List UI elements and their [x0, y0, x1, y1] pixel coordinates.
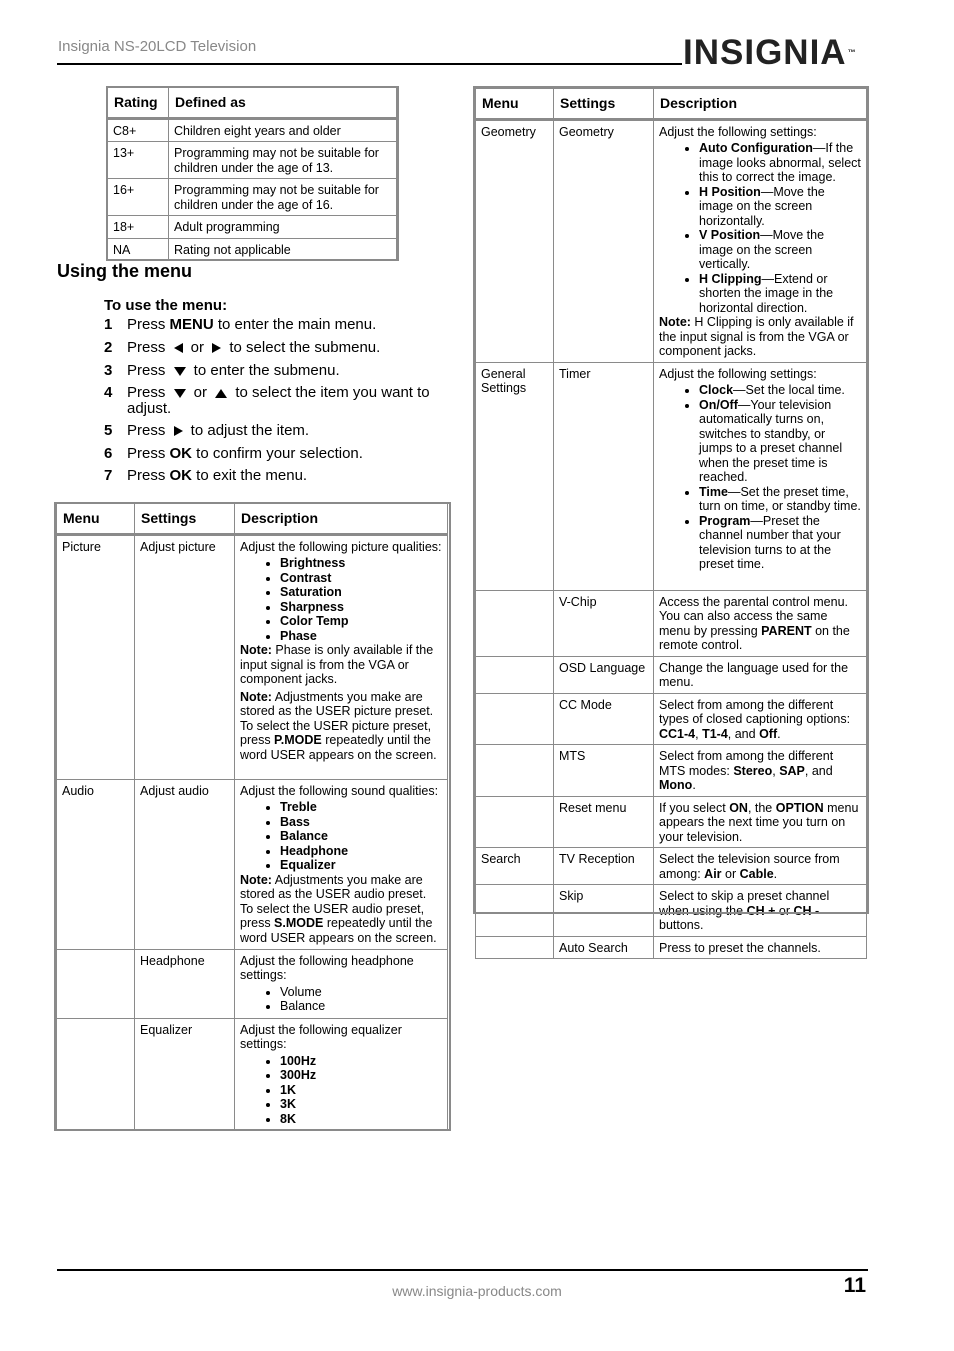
equalizer-items: [240, 1054, 442, 1127]
note: Note: Phase is only available if the input signal is from the VGA or component jacks.: [240, 643, 434, 686]
settings-cell: Auto Search: [554, 936, 654, 959]
list-item: • Sharpness: [280, 600, 442, 615]
list-item: • Balance: [280, 829, 442, 844]
list-item: • V Position—Move the image on the screen vertically.: [699, 228, 861, 272]
rating-header: Rating: [108, 88, 169, 119]
menu-cell: Picture: [57, 534, 135, 779]
list-item: • 8K: [280, 1112, 442, 1127]
settings-cell: Reset menu: [554, 796, 654, 848]
table-row: [476, 119, 867, 362]
step-4: 4 Press or to select the item you want to adjust.: [104, 384, 430, 417]
menu-table-header: [476, 89, 867, 120]
steps-title: To use the menu:: [104, 297, 228, 314]
settings-cell: OSD Language: [554, 656, 654, 693]
step-2: 2 Press or to select the submenu.: [104, 339, 381, 356]
document-header-title: Insignia NS-20LCD Television: [58, 38, 257, 55]
list-item: • H Position—Move the image on the screen horizontally.: [699, 185, 861, 229]
menu-cell: Geometry: [476, 119, 554, 362]
list-item: • Saturation: [280, 585, 442, 600]
description-cell: [654, 119, 867, 362]
description-cell: [235, 949, 448, 1018]
picture-items: [240, 556, 442, 643]
settings-cell: CC Mode: [554, 693, 654, 745]
description-intro: Adjust the following headphone settings:: [240, 953, 414, 982]
definition-cell: Rating not applicable: [169, 238, 397, 261]
description-cell: Select the television source from among: Air or Cable.: [654, 848, 867, 885]
footer-rule: [57, 1269, 868, 1271]
menu-cell: [476, 745, 554, 797]
step-3: 3 Press to enter the submenu.: [104, 362, 340, 379]
definition-cell: Children eight years and older: [169, 118, 397, 142]
up-arrow-icon: [215, 389, 227, 398]
definition-cell: Adult programming: [169, 216, 397, 239]
table-row: [108, 142, 397, 179]
description-cell: [235, 1018, 448, 1130]
step-6: 6 Press OK to confirm your selection.: [104, 445, 363, 462]
menu-cell: General Settings: [476, 362, 554, 590]
list-item: • 300Hz: [280, 1068, 442, 1083]
right-arrow-icon: [212, 343, 221, 353]
table-row: [108, 238, 397, 261]
settings-cell: Skip: [554, 885, 654, 937]
list-item: • Contrast: [280, 571, 442, 586]
rating-table: [107, 87, 397, 261]
general-settings-menu-table: [475, 88, 867, 959]
menu-cell: [476, 936, 554, 959]
description-cell: [235, 534, 448, 779]
list-item: • Bass: [280, 815, 442, 830]
settings-cell: Geometry: [554, 119, 654, 362]
description-cell: Access the parental control menu. You can also access the same menu by pressing PARENT on the remote control.: [654, 590, 867, 656]
list-item: • Program—Preset the channel number that your television turns to at the preset time.: [699, 514, 861, 572]
section-title: Using the menu: [57, 261, 193, 281]
description-cell: Select from among the different MTS modes: Stereo, SAP, and Mono.: [654, 745, 867, 797]
list-item: • Volume: [280, 985, 442, 1000]
right-arrow-icon: [174, 426, 183, 436]
list-item: • 1K: [280, 1083, 442, 1098]
table-row: [476, 590, 867, 656]
description-cell: [654, 362, 867, 590]
defined-as-header: Defined as: [169, 88, 397, 119]
step-5: 5 Press to adjust the item.: [104, 422, 310, 439]
description-intro: Adjust the following settings:: [659, 366, 817, 381]
menu-cell: [57, 1018, 135, 1130]
table-row: [108, 118, 397, 142]
list-item: • Phase: [280, 629, 442, 644]
note: Note: H Clipping is only available if the input signal is from the VGA or component jacks.: [659, 315, 854, 358]
headphone-items: [240, 985, 442, 1014]
settings-header: Settings: [554, 89, 654, 120]
list-item: • Headphone: [280, 844, 442, 859]
list-item: • On/Off—Your television automatically turns on, switches to standby, or jumps to a preset channel when the preset time is reached.: [699, 398, 861, 485]
menu-cell: [476, 796, 554, 848]
list-item: • Time—Set the preset time, turn on time, or standby time.: [699, 485, 861, 514]
settings-cell: Headphone: [135, 949, 235, 1018]
menu-table-header: [57, 504, 448, 535]
settings-header: Settings: [135, 504, 235, 535]
table-row: [476, 936, 867, 959]
menu-cell: [476, 656, 554, 693]
settings-cell: V-Chip: [554, 590, 654, 656]
menu-cell: [57, 949, 135, 1018]
menu-header: Menu: [57, 504, 135, 535]
list-item: • Auto Configuration—If the image looks abnormal, select this to correct the image.: [699, 141, 861, 185]
list-item: • Treble: [280, 800, 442, 815]
description-intro: Adjust the following sound qualities:: [240, 783, 439, 798]
footer-url: www.insignia-products.com: [392, 1283, 562, 1299]
table-row: [476, 885, 867, 937]
list-item: • Equalizer: [280, 858, 442, 873]
header-rule: [57, 63, 682, 65]
rating-cell: 13+: [108, 142, 169, 179]
table-row: [476, 745, 867, 797]
definition-cell: Programming may not be suitable for children under the age of 16.: [169, 179, 397, 216]
description-header: Description: [654, 89, 867, 120]
table-row: [57, 779, 448, 949]
table-row: [476, 796, 867, 848]
menu-cell: [476, 885, 554, 937]
settings-cell: TV Reception: [554, 848, 654, 885]
down-arrow-icon: [174, 367, 186, 376]
menu-cell: Audio: [57, 779, 135, 949]
geometry-items: [659, 141, 861, 315]
picture-audio-menu-table: [56, 503, 448, 1131]
list-item: • 100Hz: [280, 1054, 442, 1069]
step-7: 7 Press OK to exit the menu.: [104, 467, 308, 484]
note: Note: Adjustments you make are stored as the USER audio preset. To select the USER audio preset, press S.MODE repeatedly until the word USER appears on the screen.: [240, 872, 437, 945]
page-number: 11: [843, 1274, 866, 1297]
rating-cell: NA: [108, 238, 169, 261]
settings-cell: Adjust audio: [135, 779, 235, 949]
description-cell: Press to preset the channels.: [654, 936, 867, 959]
settings-cell: Timer: [554, 362, 654, 590]
table-row: [108, 179, 397, 216]
note: Note: Adjustments you make are stored as the USER picture preset. To select the USER picture preset, press P.MODE repeatedly until the word USER appears on the screen.: [240, 689, 437, 762]
rating-table-header: [108, 88, 397, 119]
table-row: [57, 1018, 448, 1130]
table-row: [476, 848, 867, 885]
description-cell: Select to skip a preset channel when using the CH + or CH - buttons.: [654, 885, 867, 937]
description-cell: Change the language used for the menu.: [654, 656, 867, 693]
rating-cell: 18+: [108, 216, 169, 239]
table-row: [57, 949, 448, 1018]
down-arrow-icon: [174, 389, 186, 398]
description-cell: If you select ON, the OPTION menu appears the next time you turn on your television.: [654, 796, 867, 848]
list-item: • Clock—Set the local time.: [699, 383, 861, 398]
settings-cell: MTS: [554, 745, 654, 797]
rating-cell: C8+: [108, 118, 169, 142]
table-row: [108, 216, 397, 239]
description-cell: Select from among the different types of closed captioning options: CC1-4, T1-4, and Off.: [654, 693, 867, 745]
menu-header: Menu: [476, 89, 554, 120]
menu-cell: Search: [476, 848, 554, 885]
list-item: • Color Temp: [280, 614, 442, 629]
table-row: [476, 693, 867, 745]
description-intro: Adjust the following picture qualities:: [240, 539, 442, 554]
list-item: • H Clipping—Extend or shorten the image in the horizontal direction.: [699, 272, 861, 316]
step-1: 1 Press MENU to enter the main menu.: [104, 316, 377, 333]
list-item: • Balance: [280, 999, 442, 1014]
list-item: • 3K: [280, 1097, 442, 1112]
insignia-logo: INSIGNIA™: [683, 33, 856, 72]
table-row: [476, 362, 867, 590]
settings-cell: Equalizer: [135, 1018, 235, 1130]
description-intro: Adjust the following settings:: [659, 124, 817, 139]
table-row: [57, 534, 448, 779]
description-header: Description: [235, 504, 448, 535]
rating-cell: 16+: [108, 179, 169, 216]
settings-cell: Adjust picture: [135, 534, 235, 779]
audio-items: [240, 800, 442, 873]
left-arrow-icon: [174, 343, 183, 353]
table-row: [476, 656, 867, 693]
timer-items: [659, 383, 861, 572]
list-item: • Brightness: [280, 556, 442, 571]
menu-cell: [476, 693, 554, 745]
description-cell: [235, 779, 448, 949]
definition-cell: Programming may not be suitable for children under the age of 13.: [169, 142, 397, 179]
description-intro: Adjust the following equalizer settings:: [240, 1022, 402, 1051]
menu-cell: [476, 590, 554, 656]
